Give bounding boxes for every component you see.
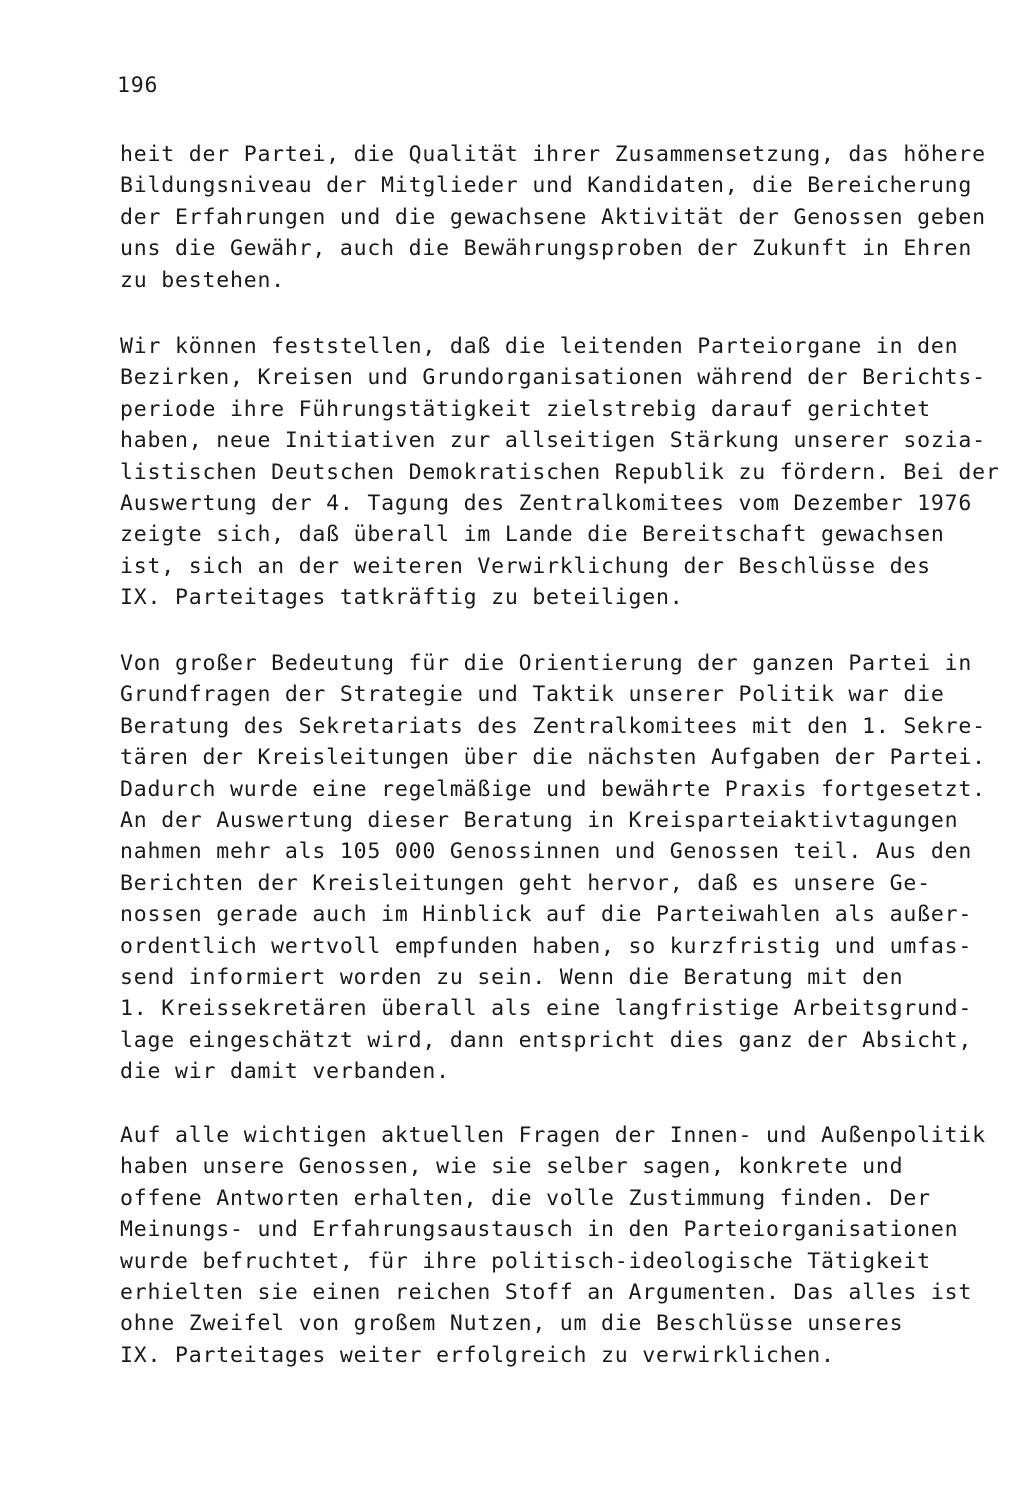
text-line: die wir damit verbanden. [120,1059,450,1085]
text-line: IX. Parteitages weiter erfolgreich zu verwirklichen. [120,1342,835,1368]
text-line: Dadurch wurde eine regelmäßige und bewährte Praxis fortgesetzt. [120,776,986,802]
text-line: haben unsere Genossen, wie sie selber sagen, konkrete und [120,1154,904,1180]
text-line: lage eingeschätzt wird, dann entspricht dies ganz der Absicht, [120,1027,973,1053]
text-line: zu bestehen. [120,267,285,293]
text-line: haben, neue Initiativen zur allseitigen Stärkung unserer sozia- [120,428,986,454]
text-line: Berichten der Kreisleitungen geht hervor, daß es unsere Ge- [120,870,931,896]
text-line: nossen gerade auch im Hinblick auf die Parteiwahlen als außer- [120,902,973,928]
text-line: ohne Zweifel von großem Nutzen, um die Beschlüsse unseres [120,1311,904,1337]
text-line: Wir können feststellen, daß die leitenden Parteiorgane in den [120,334,959,359]
paragraph-1 [120,139,986,296]
text-line: nahmen mehr als 105 000 Genossinnen und Genossen teil. Aus den [120,839,973,865]
text-line: Bezirken, Kreisen und Grundorganisationen während der Berichts- [120,365,986,391]
text-line: Bildungsniveau der Mitglieder und Kandidaten, die Bereicherung [120,173,973,199]
text-line: ist, sich an der weiteren Verwirklichung der Beschlüsse des [120,553,931,579]
text-line: An der Auswertung dieser Beratung in Kreisparteiaktivtagungen [120,807,959,833]
paragraph-2 [120,331,1000,614]
text-line: zeigte sich, daß überall im Lande die Bereitschaft gewachsen [120,522,945,548]
text-line: Auf alle wichtigen aktuellen Fragen der Innen- und Außenpolitik [120,1123,986,1148]
text-line: 1. Kreissekretären überall als eine langfristige Arbeitsgrund- [120,996,973,1022]
text-line: offene Antworten erhalten, die volle Zustimmung finden. Der [120,1185,931,1211]
text-line: ordentlich wertvoll empfunden haben, so kurzfristig und umfas- [120,933,973,959]
paragraph-3 [120,648,986,1087]
text-line: periode ihre Führungstätigkeit zielstrebig darauf gerichtet [120,396,931,422]
text-line: Auswertung der 4. Tagung des Zentralkomitees vom Dezember 1976 [120,490,973,516]
text-line: IX. Parteitages tatkräftig zu beteiligen. [120,585,684,611]
page-number: 196 [117,73,159,98]
text-line: der Erfahrungen und die gewachsene Aktivität der Genossen geben [120,204,986,230]
text-line: Grundfragen der Strategie und Taktik unserer Politik war die [120,682,945,708]
text-line: tären der Kreisleitungen über die nächsten Aufgaben der Partei. [120,745,986,771]
text-line: listischen Deutschen Demokratischen Republik zu fördern. Bei der [120,459,1000,485]
text-line: wurde befruchtet, für ihre politisch-ideologische Tätigkeit [120,1248,931,1274]
text-line: heit der Partei, die Qualität ihrer Zusammensetzung, das höhere [120,142,986,167]
text-line: Beratung des Sekretariats des Zentralkomitees mit den 1. Sekre- [120,713,986,739]
paragraph-4 [120,1120,986,1371]
text-line: send informiert worden zu sein. Wenn die Beratung mit den [120,964,904,990]
text-line: Meinungs- und Erfahrungsaustausch in den Parteiorganisationen [120,1217,959,1243]
text-line: uns die Gewähr, auch die Bewährungsproben der Zukunft in Ehren [120,236,973,262]
text-line: Von großer Bedeutung für die Orientierung der ganzen Partei in [120,651,973,676]
text-line: erhielten sie einen reichen Stoff an Argumenten. Das alles ist [120,1279,973,1305]
